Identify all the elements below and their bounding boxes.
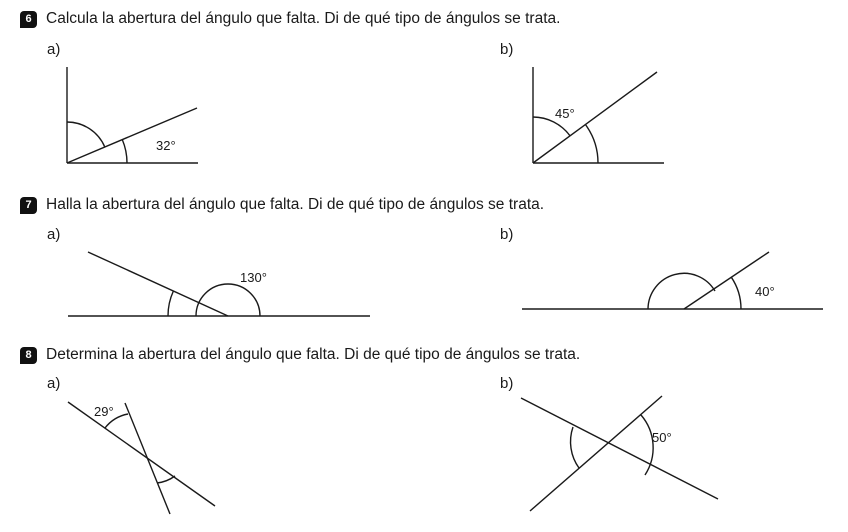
unknown-angle-arc xyxy=(571,427,579,468)
angle-label: 40° xyxy=(755,284,775,299)
line-one xyxy=(68,402,215,506)
unknown-angle-arc xyxy=(168,291,173,316)
exercise-prompt: Determina la abertura del ángulo que falta. Di de qué tipo de ángulos se trata. xyxy=(46,346,581,363)
line-two xyxy=(125,403,170,514)
exercise-number-badge: 7 xyxy=(20,197,37,214)
part-a-label: a) xyxy=(47,41,61,58)
line-one xyxy=(521,398,718,499)
given-angle-arc xyxy=(122,140,127,163)
unknown-angle-arc xyxy=(67,122,105,147)
unknown-angle-arc xyxy=(157,476,175,483)
angle-label: 29° xyxy=(94,404,114,419)
part-b-label: b) xyxy=(500,375,514,392)
figure-8a xyxy=(68,402,215,514)
figure-6b xyxy=(533,67,664,163)
part-a-label: a) xyxy=(47,375,61,392)
oblique-ray xyxy=(533,72,657,163)
part-a-label: a) xyxy=(47,226,61,243)
unknown-angle-arc xyxy=(585,125,598,164)
oblique-ray xyxy=(67,108,197,163)
angle-label: 130° xyxy=(240,270,267,285)
angle-label: 45° xyxy=(555,106,575,121)
oblique-ray xyxy=(88,252,228,316)
part-b-label: b) xyxy=(500,226,514,243)
exercise-number-badge: 6 xyxy=(20,11,37,28)
oblique-ray xyxy=(684,252,769,309)
exercise-number-badge: 8 xyxy=(20,347,37,364)
unknown-angle-arc xyxy=(648,273,715,309)
exercise-prompt: Calcula la abertura del ángulo que falta. Di de qué tipo de ángulos se trata. xyxy=(46,10,561,27)
figure-8b xyxy=(521,396,718,511)
angle-label: 32° xyxy=(156,138,176,153)
exercise-prompt: Halla la abertura del ángulo que falta. Di de qué tipo de ángulos se trata. xyxy=(46,196,545,213)
given-angle-arc xyxy=(196,284,260,316)
figure-7b xyxy=(522,252,823,309)
given-angle-arc xyxy=(731,277,741,309)
figure-6a xyxy=(67,67,198,163)
part-b-label: b) xyxy=(500,41,514,58)
given-angle-arc xyxy=(641,415,653,475)
figure-7a xyxy=(68,252,370,316)
angle-label: 50° xyxy=(652,430,672,445)
